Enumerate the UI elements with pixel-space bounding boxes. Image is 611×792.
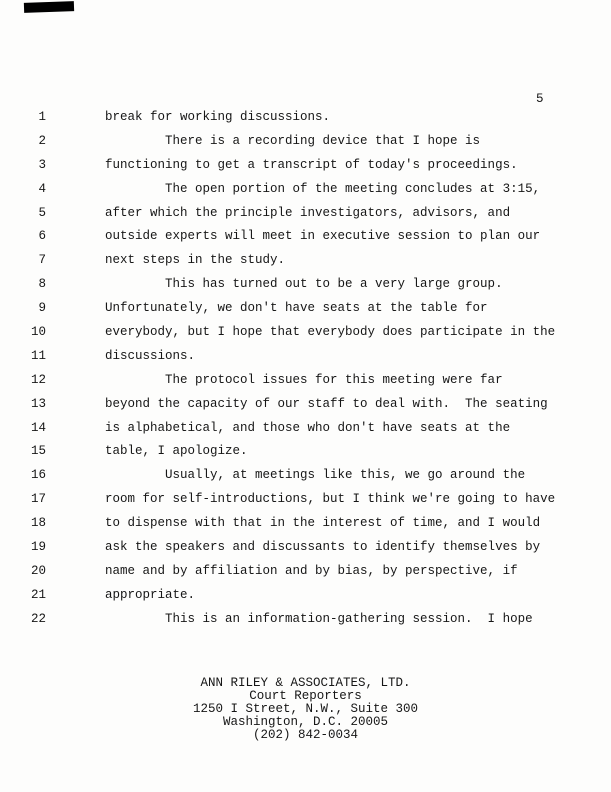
line-text: The protocol issues for this meeting were far — [105, 372, 503, 387]
line-number: 5 — [38, 205, 46, 220]
line-number: 14 — [30, 420, 46, 435]
line-text: discussions. — [105, 348, 196, 363]
line-text: is alphabetical, and those who don't have seats at the — [105, 420, 511, 435]
line-number: 20 — [30, 563, 46, 578]
line-number: 8 — [38, 277, 46, 292]
line-number: 6 — [38, 229, 46, 244]
transcript-line — [0, 516, 611, 540]
line-text: This has turned out to be a very large group. — [105, 277, 503, 292]
footer-line: ANN RILEY & ASSOCIATES, LTD. — [200, 676, 411, 690]
transcript-line — [0, 277, 611, 301]
transcript-line — [0, 253, 611, 277]
transcript-line — [0, 182, 611, 206]
footer-line: 1250 I Street, N.W., Suite 300 — [192, 702, 419, 716]
transcript-line — [0, 158, 611, 182]
transcript-line — [0, 134, 611, 158]
line-text: Unfortunately, we don't have seats at the table for — [105, 301, 488, 316]
line-text: ask the speakers and discussants to identify themselves by — [105, 540, 541, 555]
transcript-line — [0, 444, 611, 468]
line-text: Usually, at meetings like this, we go around the — [105, 468, 526, 483]
line-text: outside experts will meet in executive session to plan our — [105, 229, 541, 244]
line-text: next steps in the study. — [105, 253, 286, 268]
line-text: functioning to get a transcript of today's proceedings. — [105, 157, 518, 172]
line-text: There is a recording device that I hope is — [105, 133, 481, 148]
reporter-footer — [0, 677, 611, 742]
line-number: 9 — [38, 301, 46, 316]
line-text: appropriate. — [105, 587, 196, 602]
line-text: The open portion of the meeting concludes at 3:15, — [105, 181, 541, 196]
line-number: 18 — [30, 516, 46, 531]
line-number: 1 — [38, 110, 46, 124]
page-number: 5 — [536, 92, 544, 106]
transcript-line — [0, 492, 611, 516]
transcript-line — [0, 110, 611, 134]
line-number: 17 — [30, 492, 46, 507]
line-number: 2 — [38, 133, 46, 148]
transcript-line — [0, 349, 611, 373]
line-number: 19 — [30, 540, 46, 555]
line-number: 16 — [30, 468, 46, 483]
line-number: 15 — [30, 444, 46, 459]
transcript-line — [0, 325, 611, 349]
line-number: 21 — [30, 587, 46, 602]
line-text: break for working discussions. — [105, 110, 331, 124]
transcript-line — [0, 421, 611, 445]
transcript-line — [0, 397, 611, 421]
line-text: beyond the capacity of our staff to deal with. The seating — [105, 396, 548, 411]
line-text: name and by affiliation and by bias, by perspective, if — [105, 563, 518, 578]
line-number: 22 — [30, 611, 46, 626]
line-text: table, I apologize. — [105, 444, 248, 459]
transcript-line — [0, 612, 611, 636]
transcript-line — [0, 540, 611, 564]
transcript-line — [0, 468, 611, 492]
line-text: after which the principle investigators, advisors, and — [105, 205, 511, 220]
line-number: 4 — [38, 181, 46, 196]
footer-line: Court Reporters — [249, 689, 362, 703]
transcript-body — [0, 110, 611, 636]
line-text: This is an information-gathering session. I hope — [105, 611, 533, 626]
transcript-line — [0, 373, 611, 397]
transcript-line — [0, 229, 611, 253]
line-number: 10 — [30, 325, 46, 340]
footer-line: Washington, D.C. 20005 — [222, 715, 389, 729]
transcript-line — [0, 588, 611, 612]
line-number: 3 — [38, 157, 46, 172]
line-text: room for self-introductions, but I think we're going to have — [105, 492, 556, 507]
line-number: 11 — [30, 348, 46, 363]
line-text: to dispense with that in the interest of time, and I would — [105, 516, 541, 531]
line-text: everybody, but I hope that everybody does participate in the — [105, 325, 556, 340]
scan-artifact — [24, 1, 74, 13]
transcript-line — [0, 301, 611, 325]
line-number: 12 — [30, 372, 46, 387]
line-number: 13 — [30, 396, 46, 411]
footer-line: (202) 842-0034 — [252, 728, 359, 742]
transcript-line — [0, 206, 611, 230]
transcript-line — [0, 564, 611, 588]
line-number: 7 — [38, 253, 46, 268]
